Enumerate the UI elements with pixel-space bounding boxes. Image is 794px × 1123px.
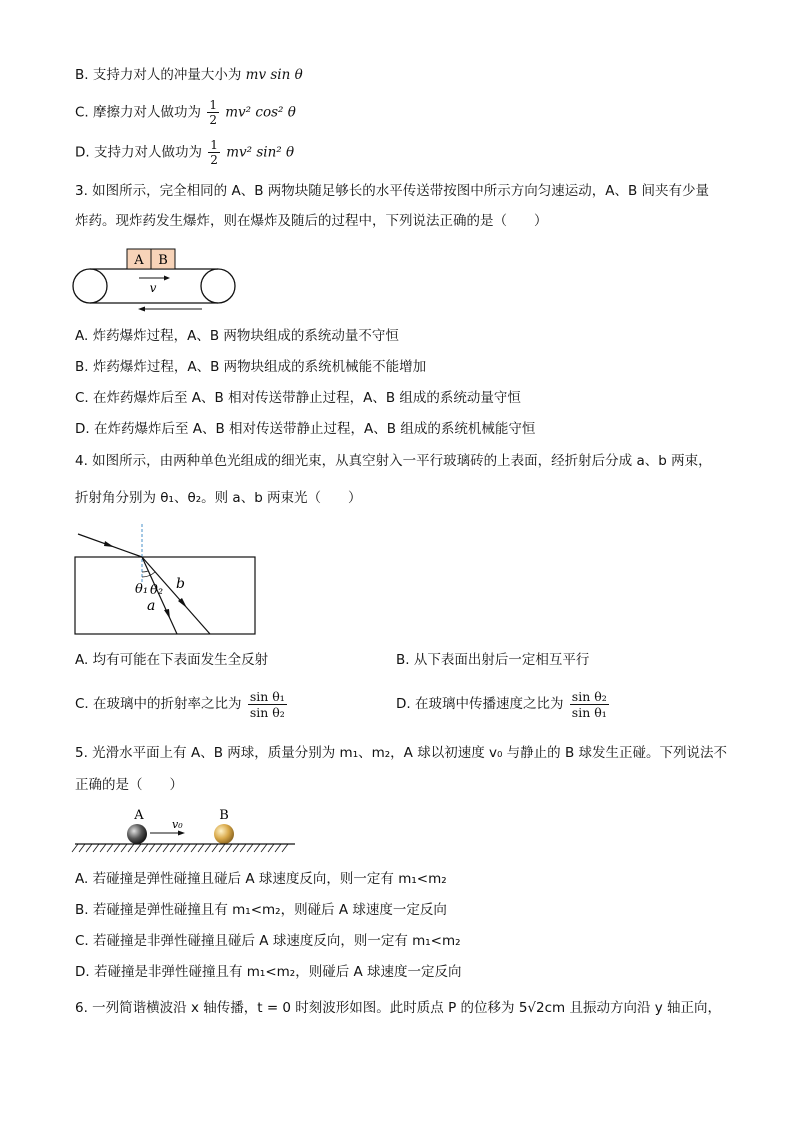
conveyor-left-roller <box>73 269 107 303</box>
incident-arrow-head <box>104 541 114 547</box>
hatch-line <box>177 844 183 852</box>
theta1-arc <box>142 571 148 572</box>
hatch-line <box>205 844 211 852</box>
option-text: C. 摩擦力对人做功为 <box>75 104 202 121</box>
block-a-label: A <box>134 253 144 268</box>
fraction-denominator: 2 <box>209 113 217 127</box>
q5-option-a: A. 若碰撞是弹性碰撞且碰后 A 球速度反向，则一定有 m₁<m₂ <box>75 871 447 887</box>
q3-option-b: B. 炸药爆炸过程，A、B 两物块组成的系统机械能不能增加 <box>75 359 427 375</box>
q6-stem-line1: 6. 一列简谐横波沿 x 轴传播，t = 0 时刻波形如图。此时质点 P 的位移为 5√2cm 且振动方向沿 y 轴正向， <box>75 1000 722 1016</box>
hatch-line <box>149 844 155 852</box>
q5-option-c: C. 若碰撞是非弹性碰撞且碰后 A 球速度反向，则一定有 m₁<m₂ <box>75 933 461 949</box>
hatch-line <box>79 844 85 852</box>
fraction <box>570 689 609 720</box>
block-b-label: B <box>158 253 168 268</box>
velocity-arrow-head <box>164 276 170 281</box>
q2-option-b <box>75 66 303 84</box>
hatch-line <box>191 844 197 852</box>
hatch-line <box>275 844 281 852</box>
q5-option-b: B. 若碰撞是弹性碰撞且有 m₁<m₂，则碰后 A 球速度一定反向 <box>75 902 447 918</box>
q5-collision-figure <box>70 806 300 856</box>
hatch-line <box>142 844 148 852</box>
hatch-line <box>261 844 267 852</box>
ball-a-label: A <box>134 808 144 823</box>
hatch-line <box>163 844 169 852</box>
hatch-line <box>93 844 99 852</box>
hatch-line <box>184 844 190 852</box>
hatch-line <box>121 844 127 852</box>
glass-brick <box>75 557 255 634</box>
fraction <box>248 689 287 720</box>
ball-a <box>127 824 147 844</box>
v0-arrow-head <box>178 831 185 836</box>
hatch-line <box>156 844 162 852</box>
hatch-line <box>226 844 232 852</box>
fraction <box>208 138 220 167</box>
option-text: D. 在玻璃中传播速度之比为 <box>396 696 564 712</box>
q3-conveyor-figure <box>70 246 240 314</box>
math-expression: mv sin θ <box>245 67 303 83</box>
q5-stem-line2: 正确的是（ ） <box>75 777 183 793</box>
fraction-denominator: 2 <box>210 153 218 167</box>
hatch-line <box>247 844 253 852</box>
hatch-line <box>107 844 113 852</box>
ray-a-label: a <box>147 598 156 614</box>
math-expression: mv² sin² θ <box>226 144 295 161</box>
fraction-numerator: sin θ₁ <box>249 688 285 704</box>
ball-b-label: B <box>219 808 229 823</box>
hatch-line <box>219 844 225 852</box>
fraction <box>207 98 219 127</box>
hatch-line <box>135 844 141 852</box>
fraction-denominator: sin θ₁ <box>571 704 607 720</box>
hatch-line <box>282 844 288 852</box>
theta2-label: θ₂ <box>150 583 164 598</box>
stem-text: 4. 如图所示，由两种单色光组成的细光束，从真空射入一平行玻璃砖的上表面，经折射后分成 <box>75 453 633 469</box>
q3-option-a: A. 炸药爆炸过程，A、B 两物块组成的系统动量不守恒 <box>75 328 399 344</box>
q4-option-c <box>75 686 289 722</box>
fraction-numerator: 1 <box>210 138 218 152</box>
ground-hatching <box>72 844 288 852</box>
q3-option-c: C. 在炸药爆炸后至 A、B 相对传送带静止过程，A、B 组成的系统动量守恒 <box>75 390 521 406</box>
q4-stem-line1 <box>75 452 712 470</box>
option-text: B. 支持力对人的冲量大小为 <box>75 67 242 83</box>
option-text: C. 在玻璃中的折射率之比为 <box>75 696 242 712</box>
hatch-line <box>233 844 239 852</box>
option-text: D. 支持力对人做功为 <box>75 144 202 161</box>
theta2-arc <box>142 572 155 577</box>
q3-stem-line1: 3. 如图所示，完全相同的 A、B 两物块随足够长的水平传送带按图中所示方向匀速运动，A、B 间夹有少量 <box>75 183 710 199</box>
return-arrow-head <box>138 307 145 312</box>
stem-text: a、b 两束， <box>636 453 712 469</box>
hatch-line <box>268 844 274 852</box>
q4-option-a: A. 均有可能在下表面发生全反射 <box>75 652 269 668</box>
fraction-numerator: 1 <box>209 98 217 112</box>
q3-option-d: D. 在炸药爆炸后至 A、B 相对传送带静止过程，A、B 组成的系统机械能守恒 <box>75 421 536 437</box>
hatch-line <box>72 844 78 852</box>
hatch-line <box>198 844 204 852</box>
q4-glass-figure <box>70 522 260 638</box>
ray-a-arrow <box>164 609 170 619</box>
ray-b-label: b <box>176 576 185 592</box>
conveyor-right-roller <box>201 269 235 303</box>
q4-stem-line2: 折射角分别为 θ₁、θ₂。则 a、b 两束光（ ） <box>75 490 362 506</box>
fraction-denominator: sin θ₂ <box>249 704 285 720</box>
velocity-label: v <box>149 281 157 295</box>
hatch-line <box>212 844 218 852</box>
theta1-label: θ₁ <box>135 582 149 597</box>
q3-stem-line2: 炸药。现炸药发生爆炸，则在爆炸及随后的过程中，下列说法正确的是（ ） <box>75 213 548 229</box>
q5-option-d: D. 若碰撞是非弹性碰撞且有 m₁<m₂，则碰后 A 球速度一定反向 <box>75 964 462 980</box>
hatch-line <box>170 844 176 852</box>
q2-option-c <box>75 98 296 127</box>
fraction-numerator: sin θ₂ <box>571 688 607 704</box>
q2-option-d <box>75 138 294 167</box>
hatch-line <box>240 844 246 852</box>
math-expression: mv² cos² θ <box>225 104 296 121</box>
hatch-line <box>100 844 106 852</box>
q4-option-d <box>396 686 611 722</box>
hatch-line <box>114 844 120 852</box>
ball-b <box>214 824 234 844</box>
v0-label: v₀ <box>172 818 183 831</box>
q4-option-b: B. 从下表面出射后一定相互平行 <box>396 652 590 668</box>
q5-stem-line1: 5. 光滑水平面上有 A、B 两球，质量分别为 m₁、m₂，A 球以初速度 v₀ 与静止的 B 球发生正碰。下列说法不 <box>75 745 728 761</box>
hatch-line <box>86 844 92 852</box>
hatch-line <box>254 844 260 852</box>
hatch-line <box>128 844 134 852</box>
